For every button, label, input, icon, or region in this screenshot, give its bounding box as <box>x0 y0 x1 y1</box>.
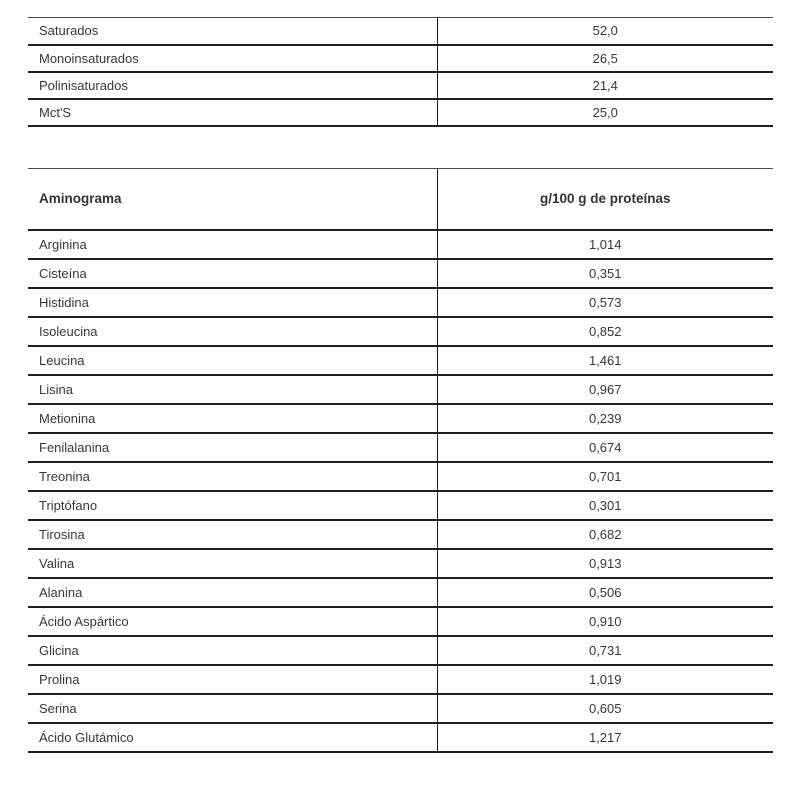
row-label-cell: Metionina <box>28 404 437 433</box>
table-row <box>28 723 773 752</box>
row-value-cell: 0,605 <box>437 694 773 723</box>
table-row <box>28 607 773 636</box>
table-row <box>28 99 773 126</box>
row-label-cell: Valina <box>28 549 437 578</box>
row-label-cell: Ácido Glutámico <box>28 723 437 752</box>
row-value-cell: 0,506 <box>437 578 773 607</box>
row-label-cell: Leucina <box>28 346 437 375</box>
table-row <box>28 462 773 491</box>
table-row <box>28 404 773 433</box>
header-label-cell: Aminograma <box>28 168 437 230</box>
table-row <box>28 259 773 288</box>
row-value-cell: 0,682 <box>437 520 773 549</box>
table-row <box>28 665 773 694</box>
row-label-cell: Lisina <box>28 375 437 404</box>
table-row <box>28 375 773 404</box>
row-value-cell: 0,573 <box>437 288 773 317</box>
row-value-cell: 0,301 <box>437 491 773 520</box>
table-row <box>28 230 773 259</box>
row-label-cell: Glicina <box>28 636 437 665</box>
row-label-cell: Polinisaturados <box>28 72 437 99</box>
row-value-cell: 1,019 <box>437 665 773 694</box>
table-row <box>28 549 773 578</box>
row-label-cell: Isoleucina <box>28 317 437 346</box>
table-header-row <box>28 168 773 230</box>
row-value-cell: 0,967 <box>437 375 773 404</box>
table-row <box>28 288 773 317</box>
row-label-cell: Arginina <box>28 230 437 259</box>
row-value-cell: 1,217 <box>437 723 773 752</box>
table-row <box>28 346 773 375</box>
row-label-cell: Treonina <box>28 462 437 491</box>
row-value-cell: 0,701 <box>437 462 773 491</box>
table-row <box>28 578 773 607</box>
row-label-cell: Ácido Aspártico <box>28 607 437 636</box>
table-row <box>28 491 773 520</box>
row-label-cell: Triptófano <box>28 491 437 520</box>
row-value-cell: 0,674 <box>437 433 773 462</box>
row-label-cell: Cisteína <box>28 259 437 288</box>
row-label-cell: Mct'S <box>28 99 437 126</box>
row-value-cell: 1,461 <box>437 346 773 375</box>
row-value-cell: 52,0 <box>437 18 773 45</box>
row-value-cell: 0,913 <box>437 549 773 578</box>
row-value-cell: 1,014 <box>437 230 773 259</box>
row-value-cell: 0,239 <box>437 404 773 433</box>
aminogram-table <box>28 168 773 754</box>
table-row <box>28 520 773 549</box>
table-row <box>28 18 773 45</box>
header-value-cell: g/100 g de proteínas <box>437 168 773 230</box>
table-row <box>28 317 773 346</box>
row-value-cell: 25,0 <box>437 99 773 126</box>
row-value-cell: 0,852 <box>437 317 773 346</box>
row-label-cell: Monoinsaturados <box>28 45 437 72</box>
row-label-cell: Tirosina <box>28 520 437 549</box>
row-label-cell: Prolina <box>28 665 437 694</box>
table-row <box>28 72 773 99</box>
table-row <box>28 636 773 665</box>
row-label-cell: Saturados <box>28 18 437 45</box>
table-row <box>28 45 773 72</box>
lipid-fractions-table <box>28 17 773 127</box>
row-label-cell: Histidina <box>28 288 437 317</box>
table-row <box>28 694 773 723</box>
row-value-cell: 0,910 <box>437 607 773 636</box>
row-value-cell: 21,4 <box>437 72 773 99</box>
row-value-cell: 0,351 <box>437 259 773 288</box>
row-value-cell: 26,5 <box>437 45 773 72</box>
row-label-cell: Fenilalanina <box>28 433 437 462</box>
row-value-cell: 0,731 <box>437 636 773 665</box>
table-row <box>28 433 773 462</box>
row-label-cell: Alanina <box>28 578 437 607</box>
row-label-cell: Serina <box>28 694 437 723</box>
